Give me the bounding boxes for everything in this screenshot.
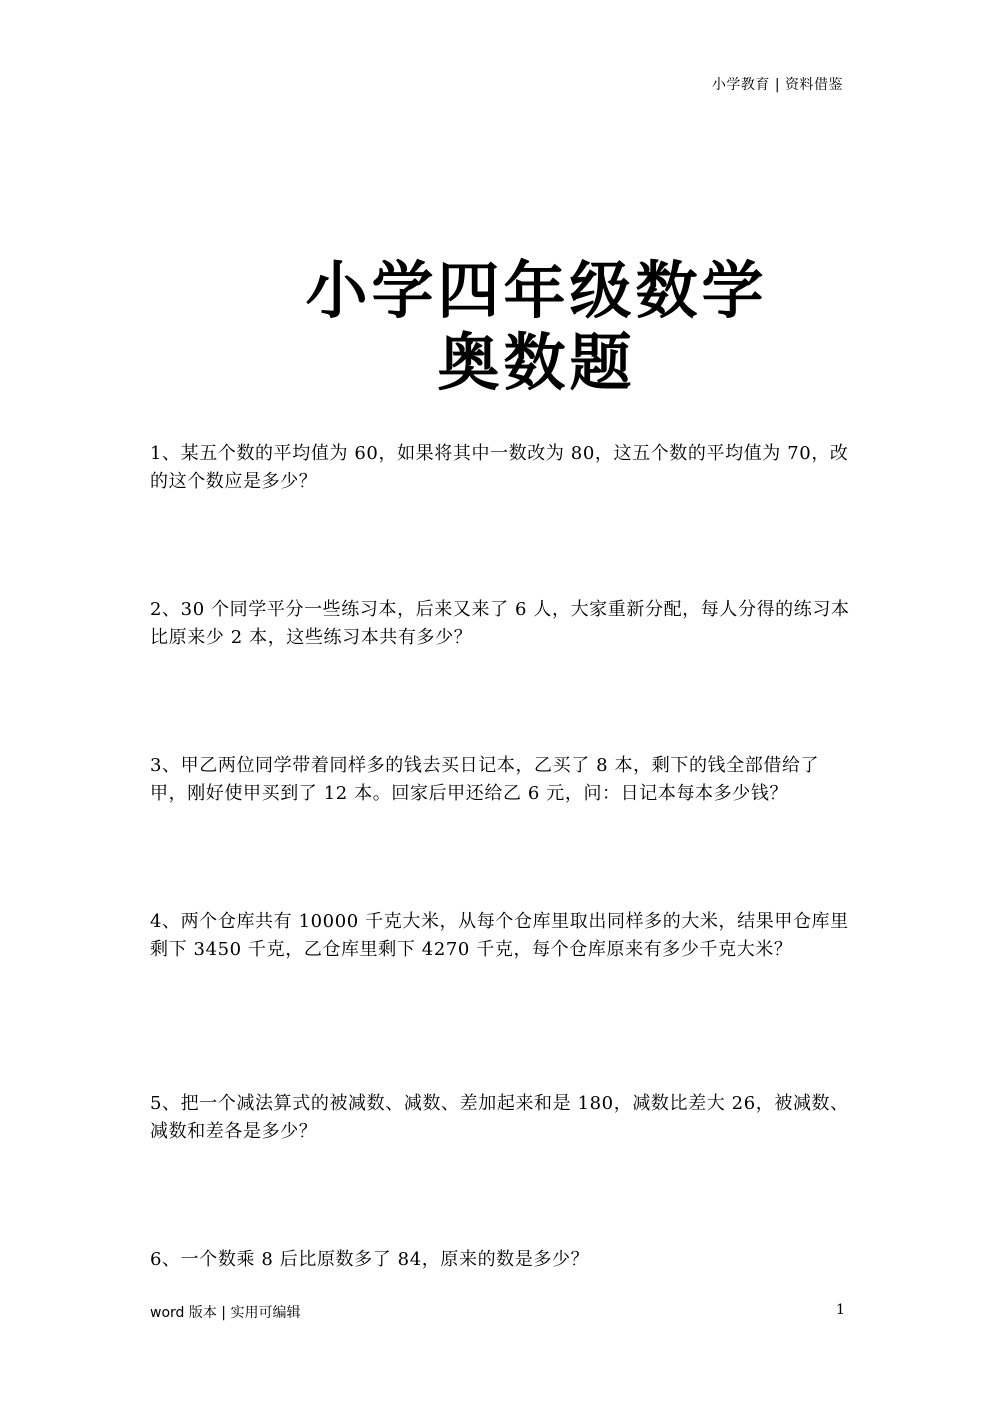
document-title-line-2: 奥数题 <box>437 326 636 399</box>
question-6: 6、一个数乘 8 后比原数多了 84，原来的数是多少？ <box>150 1249 590 1270</box>
document-title-line-1: 小学四年级数学 <box>305 254 768 327</box>
question-3: 3、甲乙两位同学带着同样多的钱去买日记本，乙买了 8 本，剩下的钱全部借给了甲，刚好使甲买到了 12 本。回家后甲还给乙 6 元，问：日记本每本多少钱？ <box>150 755 820 804</box>
question-2: 2、30 个同学平分一些练习本，后来又来了 6 人，大家重新分配，每人分得的练习本比原来少 2 本，这些练习本共有多少？ <box>150 599 850 648</box>
question-1: 1、某五个数的平均值为 60，如果将其中一数改为 80，这五个数的平均值为 70，改的这个数应是多少？ <box>150 443 849 492</box>
page-header: 小学教育 | 资料借鉴 <box>711 77 843 93</box>
page-number: 1 <box>836 1302 845 1318</box>
question-4: 4、两个仓库共有 10000 千克大米，从每个仓库里取出同样多的大米，结果甲仓库里剩下 3450 千克，乙仓库里剩下 4270 千克，每个仓库原来有多少千克大米？ <box>150 911 849 960</box>
question-5: 5、把一个减法算式的被减数、减数、差加起来和是 180，减数比差大 26，被减数、减数和差各是多少？ <box>150 1093 849 1142</box>
page-footer-label: word 版本 | 实用可编辑 <box>150 1305 301 1321</box>
